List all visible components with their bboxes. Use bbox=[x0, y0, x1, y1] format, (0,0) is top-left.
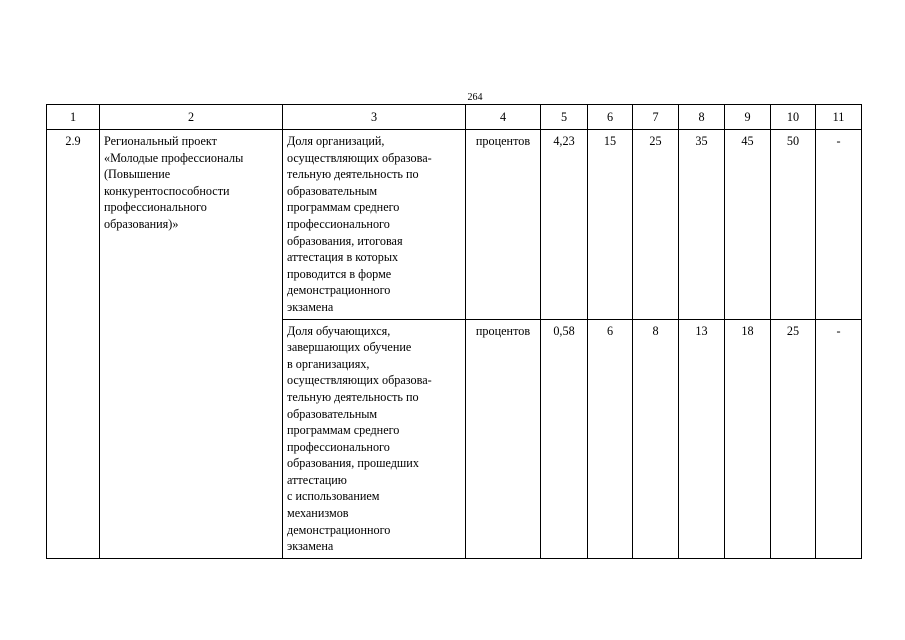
header-col-10: 10 bbox=[771, 105, 816, 130]
header-col-2: 2 bbox=[100, 105, 283, 130]
value-cell: 18 bbox=[725, 319, 771, 558]
table-header-row bbox=[47, 105, 862, 130]
value-cell: 8 bbox=[633, 319, 679, 558]
value-cell: 25 bbox=[771, 319, 816, 558]
table-row bbox=[47, 130, 862, 320]
value-cell: - bbox=[816, 130, 862, 320]
value-cell: 15 bbox=[588, 130, 633, 320]
value-cell: - bbox=[816, 319, 862, 558]
value-cell: 50 bbox=[771, 130, 816, 320]
section-name: Региональный проект «Молодые профессионалы (Повышение конкурентоспособности профессионального образования)» bbox=[104, 134, 244, 231]
indicators-table bbox=[46, 104, 862, 559]
header-col-11: 11 bbox=[816, 105, 862, 130]
value-cell: 45 bbox=[725, 130, 771, 320]
section-name-cell bbox=[100, 130, 283, 559]
header-col-7: 7 bbox=[633, 105, 679, 130]
value-cell: 35 bbox=[679, 130, 725, 320]
indicator-cell bbox=[283, 130, 466, 320]
indicator-text: Доля обучающихся, завершающих обучение в организациях, осуществляющих образова- тельную деятельность по образовательным программам среднего профессионального образования, прошедших аттестацию с использованием механизмов демонстрационного экзамена bbox=[287, 323, 432, 554]
value-cell: 25 bbox=[633, 130, 679, 320]
section-number: 2.9 bbox=[47, 130, 100, 559]
value-cell: 4,23 bbox=[541, 130, 588, 320]
value-cell: 13 bbox=[679, 319, 725, 558]
header-col-4: 4 bbox=[466, 105, 541, 130]
unit-cell: процентов bbox=[466, 130, 541, 320]
indicator-text: Доля организаций, осуществляющих образова- тельную деятельность по образовательным программам среднего профессионального образования, итоговая аттестация в которых проводится в форме демонстрационного экзамена bbox=[287, 134, 432, 314]
header-col-3: 3 bbox=[283, 105, 466, 130]
unit-cell: процентов bbox=[466, 319, 541, 558]
value-cell: 0,58 bbox=[541, 319, 588, 558]
header-col-6: 6 bbox=[588, 105, 633, 130]
header-col-9: 9 bbox=[725, 105, 771, 130]
page-number: 264 bbox=[467, 92, 483, 103]
indicator-cell bbox=[283, 319, 466, 558]
header-col-5: 5 bbox=[541, 105, 588, 130]
header-col-1: 1 bbox=[47, 105, 100, 130]
header-col-8: 8 bbox=[679, 105, 725, 130]
value-cell: 6 bbox=[588, 319, 633, 558]
